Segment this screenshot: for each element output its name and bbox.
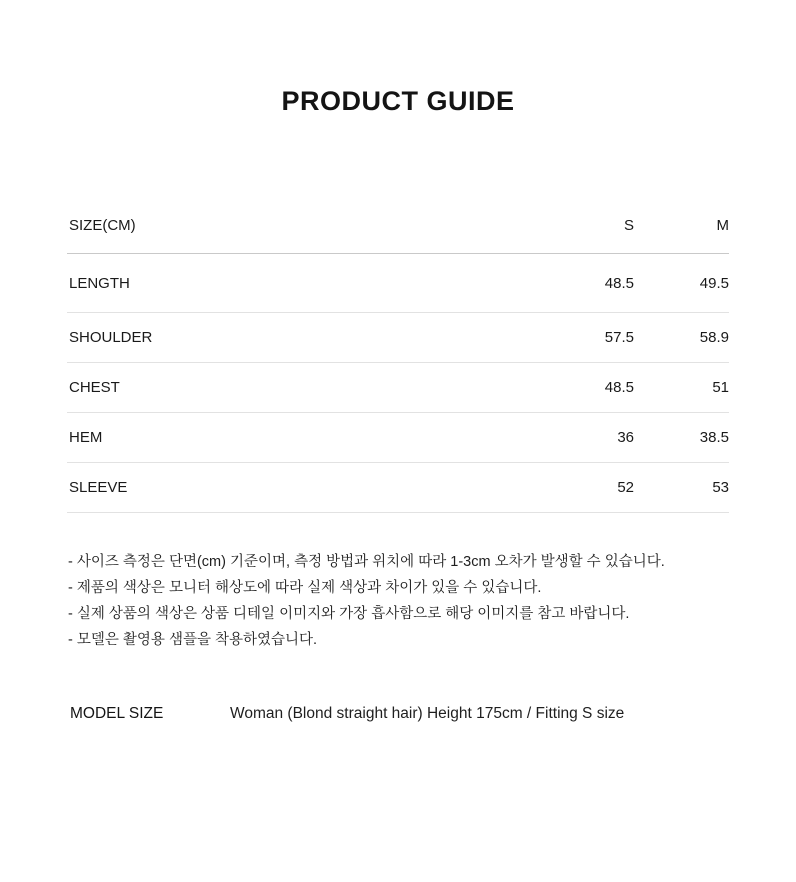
size-table-head (67, 205, 729, 254)
model-size-value: Woman (Blond straight hair) Height 175cm / Fitting S size (230, 705, 625, 722)
row-label-sleeve: SLEEVE (67, 463, 539, 513)
note-line: - 실제 상품의 색상은 상품 디테일 이미지와 가장 흡사함으로 해당 이미지를 참고 바랍니다. (68, 606, 630, 622)
table-row (67, 254, 729, 313)
row-value-sleeve-s: 52 (539, 463, 634, 513)
table-row (67, 313, 729, 363)
row-value-length-m: 49.5 (634, 254, 729, 313)
product-guide-page (0, 86, 796, 882)
table-row (67, 413, 729, 463)
row-value-hem-s: 36 (539, 413, 634, 463)
note-line: - 사이즈 측정은 단면(cm) 기준이며, 측정 방법과 위치에 따라 1-3cm 오차가 발생할 수 있습니다. (68, 554, 665, 570)
column-header-m: M (634, 205, 729, 254)
row-label-shoulder: SHOULDER (67, 313, 539, 363)
column-header-s: S (539, 205, 634, 254)
row-value-shoulder-m: 58.9 (634, 313, 729, 363)
column-header-size: SIZE(CM) (67, 205, 539, 254)
model-size-row (0, 705, 796, 723)
row-value-chest-m: 51 (634, 363, 729, 413)
row-label-chest: CHEST (67, 363, 539, 413)
note-line: - 제품의 색상은 모니터 해상도에 따라 실제 색상과 차이가 있을 수 있습니다. (68, 580, 542, 596)
row-label-hem: HEM (67, 413, 539, 463)
page-title: PRODUCT GUIDE (281, 86, 515, 116)
note-line: - 모델은 촬영용 샘플을 착용하였습니다. (68, 632, 318, 648)
table-row (67, 463, 729, 513)
row-value-shoulder-s: 57.5 (539, 313, 634, 363)
model-size-label: MODEL SIZE (70, 705, 164, 722)
size-table-header-row (67, 205, 729, 254)
row-value-chest-s: 48.5 (539, 363, 634, 413)
row-value-hem-m: 38.5 (634, 413, 729, 463)
row-value-length-s: 48.5 (539, 254, 634, 313)
row-value-sleeve-m: 53 (634, 463, 729, 513)
size-table (67, 205, 729, 513)
table-row (67, 363, 729, 413)
size-table-body (67, 254, 729, 513)
notes-block (0, 549, 796, 653)
row-label-length: LENGTH (67, 254, 539, 313)
